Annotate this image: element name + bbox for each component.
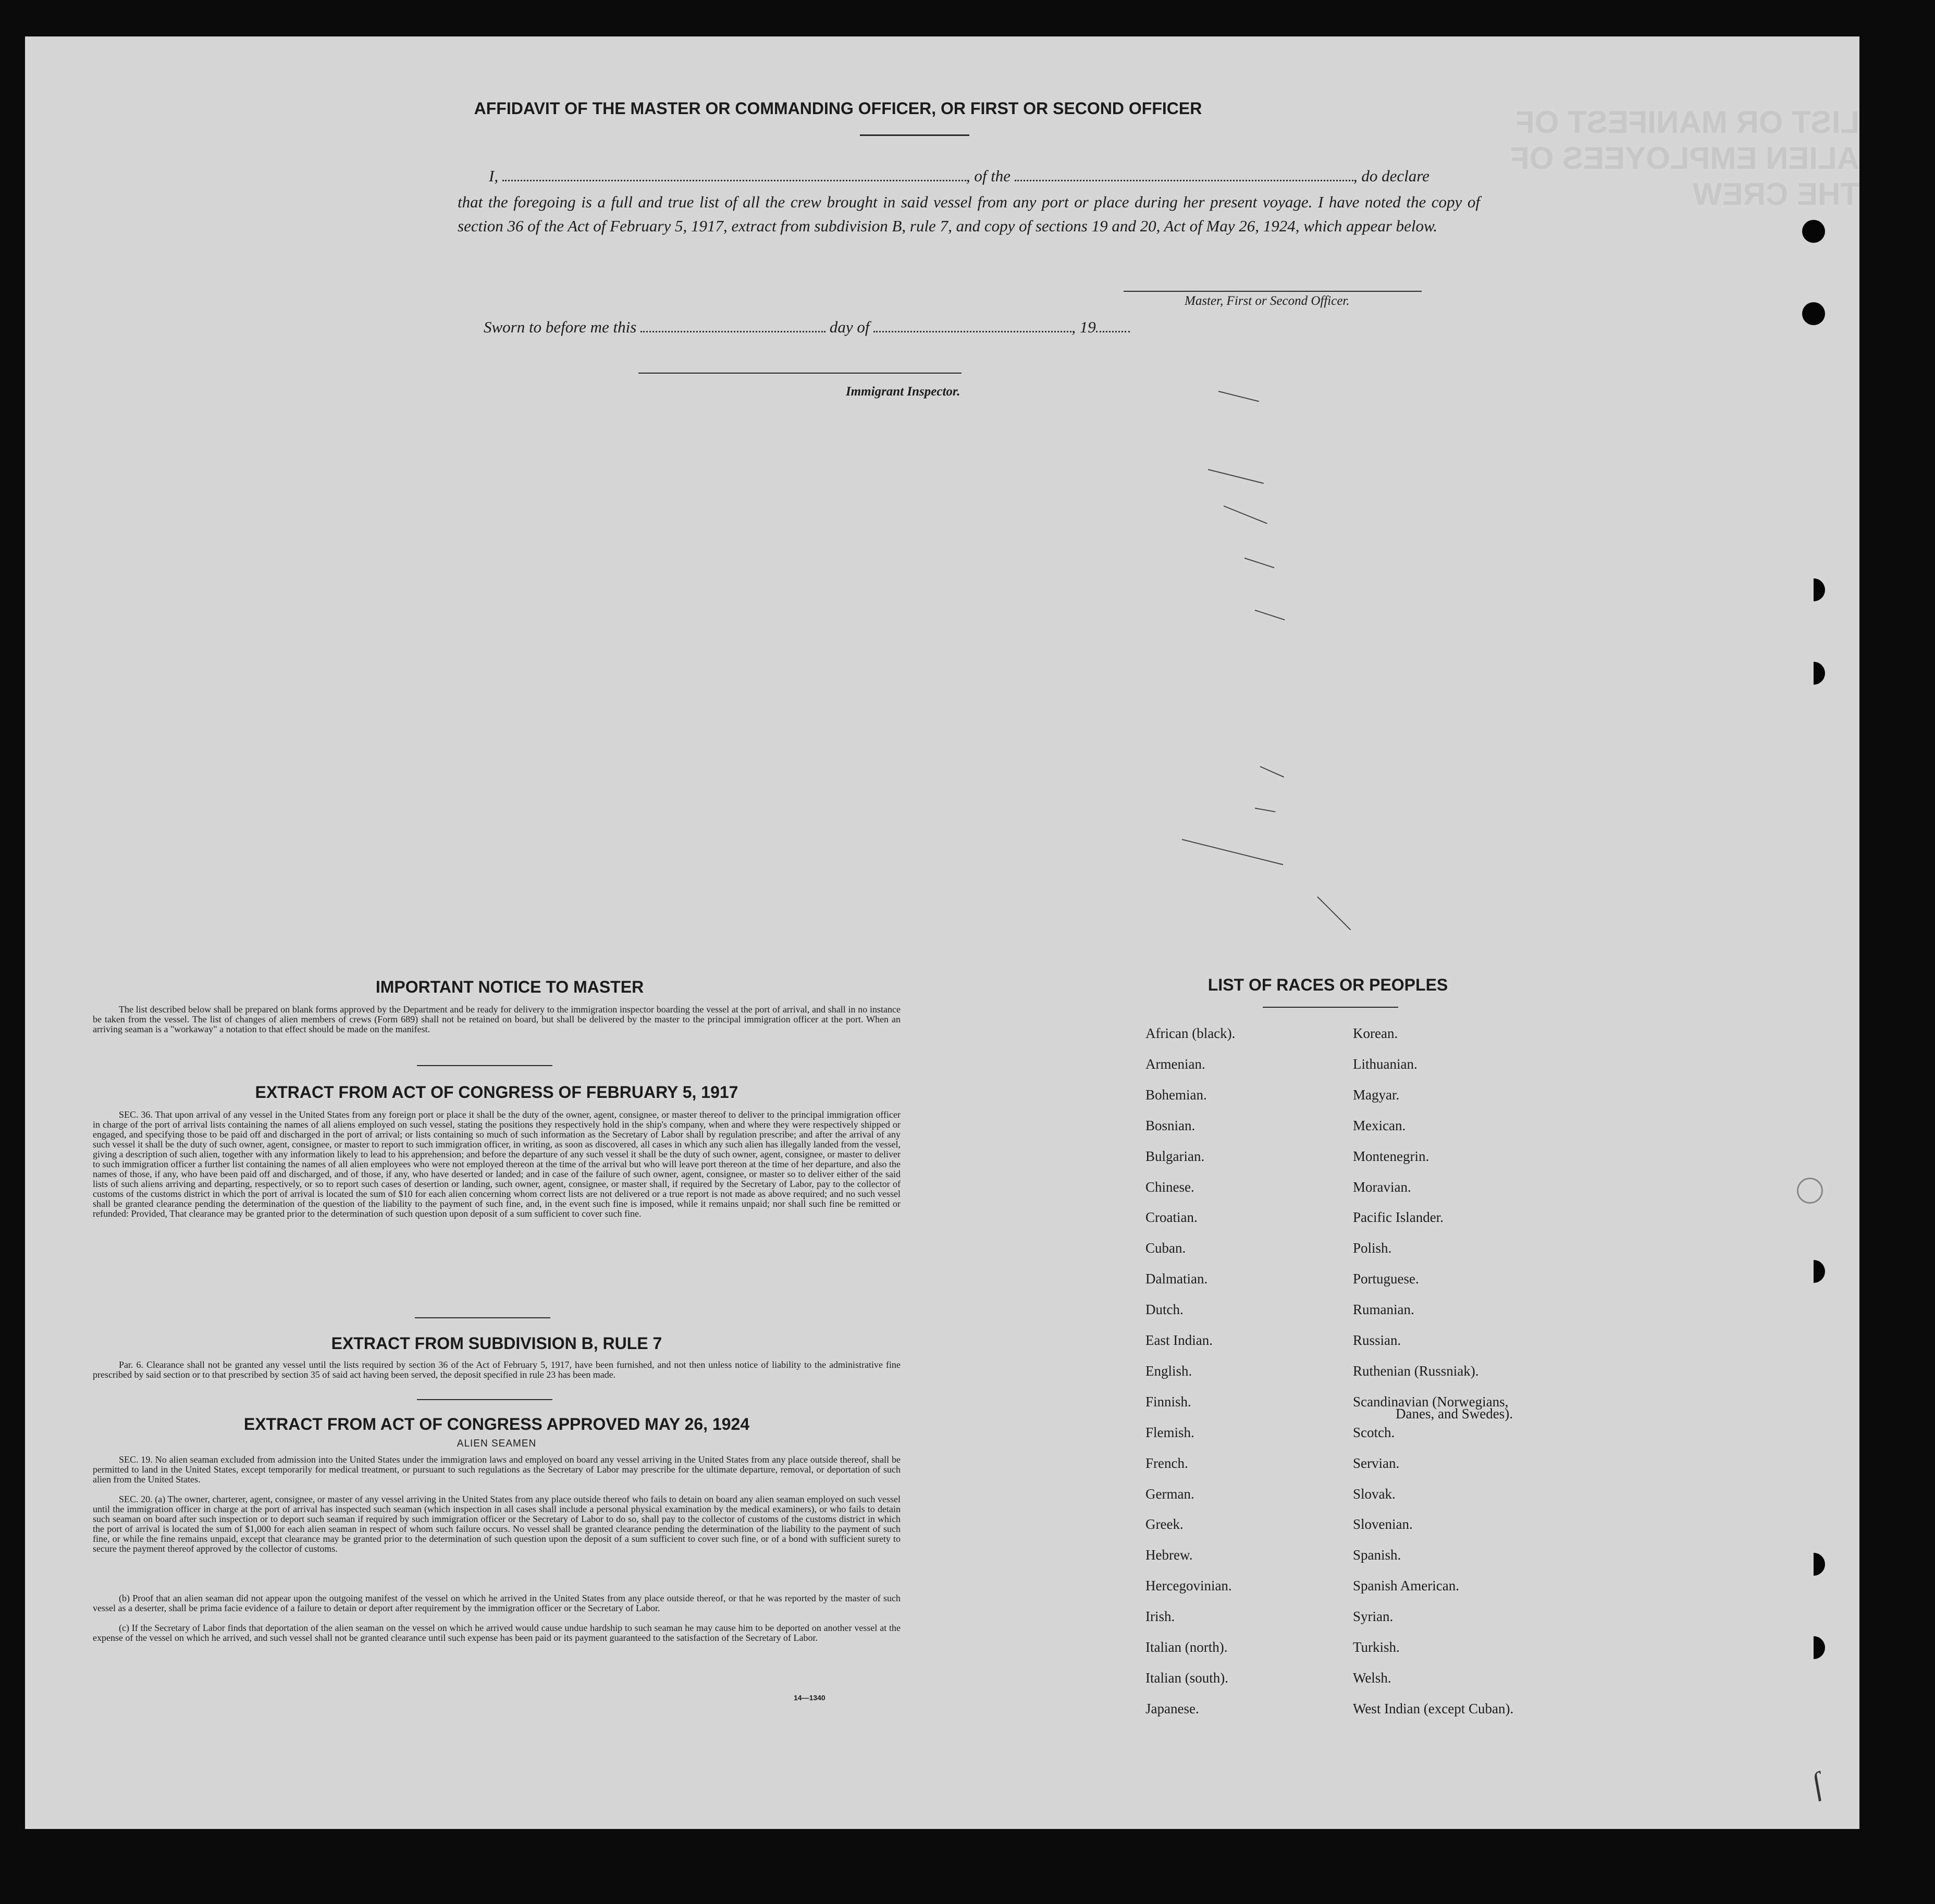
sworn-month-blank[interactable] xyxy=(873,331,1071,332)
inspector-label: Immigrant Inspector. xyxy=(846,385,960,399)
punch-hole xyxy=(1802,1553,1825,1576)
race-item: East Indian. xyxy=(1145,1332,1213,1348)
race-item: Scotch. xyxy=(1353,1424,1395,1440)
affidavit-title: AFFIDAVIT OF THE MASTER OR COMMANDING OFFICER, OR FIRST OR SECOND OFFICER xyxy=(474,99,1202,118)
affidavit-declaration-line xyxy=(458,167,1480,186)
race-item: Flemish. xyxy=(1145,1424,1194,1440)
race-item: Spanish American. xyxy=(1353,1578,1459,1594)
extract-1924-sec20c: (c) If the Secretary of Labor finds that deportation of the alien seaman on the vessel on which he arrived would cause undue hardship to such seaman he may cause him to be deported on another vessel at the expense of the vessel on which he arrived, and such vessel shall not be granted clearance until such expense has been paid or its payment guaranteed to the satisfaction of the Secretary of Labor. xyxy=(93,1623,901,1643)
inspector-signature-line[interactable] xyxy=(638,373,962,374)
sworn-year-blank[interactable] xyxy=(1096,331,1130,332)
punch-hole xyxy=(1802,1636,1825,1659)
pen-tick xyxy=(1317,896,1351,930)
pen-tick xyxy=(1244,558,1275,568)
sworn-date-blank[interactable] xyxy=(640,331,825,332)
race-item: Hercegovinian. xyxy=(1145,1578,1232,1594)
race-item: Russian. xyxy=(1353,1332,1401,1348)
pen-tick xyxy=(1255,610,1285,620)
race-item: English. xyxy=(1145,1363,1192,1379)
sworn-label: Sworn to before me this xyxy=(484,318,637,336)
race-item: Rumanian. xyxy=(1353,1302,1414,1318)
notice-title: IMPORTANT NOTICE TO MASTER xyxy=(375,978,644,996)
race-item: Chinese. xyxy=(1145,1179,1194,1195)
race-item: Irish. xyxy=(1145,1609,1175,1625)
year-label: , 19 xyxy=(1071,318,1096,336)
race-item: Italian (north). xyxy=(1145,1639,1228,1655)
race-item: Syrian. xyxy=(1353,1609,1394,1625)
name-blank[interactable] xyxy=(502,180,966,181)
extract-1924-sec19: SEC. 19. No alien seaman excluded from admission into the United States under the immigration laws and employed on board any vessel arriving in the United States from any place outside thereof, shall be permitted to land in the United States, except temporarily for medical treatment, or pursuant to such regulations as the Secretary of Labor may prescribe for the ultimate departure, removal, or deportation of such alien from the United States. xyxy=(93,1454,901,1485)
race-item: Lithuanian. xyxy=(1353,1056,1418,1072)
race-item: Bulgarian. xyxy=(1145,1148,1205,1164)
punch-hole xyxy=(1802,1260,1825,1283)
extract-1924-title: EXTRACT FROM ACT OF CONGRESS APPROVED MAY 26, 1924 xyxy=(243,1415,750,1433)
day-of-label: day of xyxy=(829,318,870,336)
race-item: Moravian. xyxy=(1353,1179,1411,1195)
punch-hole xyxy=(1802,578,1825,601)
race-item: Servian. xyxy=(1353,1455,1400,1471)
races-title-rule xyxy=(1263,1007,1398,1008)
punch-hole xyxy=(1802,662,1825,685)
pen-tick xyxy=(1182,839,1284,865)
race-item: Spanish. xyxy=(1353,1547,1401,1563)
race-scandinavian-continued: Danes, and Swedes). xyxy=(1396,1406,1513,1421)
race-item: Bosnian. xyxy=(1145,1117,1195,1133)
section-rule xyxy=(415,1317,550,1318)
affidavit-title-rule xyxy=(860,134,969,136)
section-rule xyxy=(417,1399,552,1400)
punch-hole xyxy=(1802,220,1825,243)
race-item: African (black). xyxy=(1145,1025,1236,1041)
race-item: German. xyxy=(1145,1486,1194,1502)
race-item: Croatian. xyxy=(1145,1209,1198,1226)
pen-tick xyxy=(1224,505,1267,524)
race-item: Cuban. xyxy=(1145,1240,1186,1256)
bleed-through-text: LIST OR MANIFEST OF ALIEN EMPLOYEES OF THE CREW xyxy=(1510,105,1859,212)
extract-1924-sec20b: (b) Proof that an alien seaman did not appear upon the outgoing manifest of the vessel on which he arrived in the United States from any place outside thereof, or that he was reported by the master of such vessel as a deserter, shall be prima facie evidence of a failure to detain or deport after requirement by the immigration officer or the Secretary of Labor. xyxy=(93,1593,901,1613)
extract-rule7-text: Par. 6. Clearance shall not be granted any vessel until the lists required by section 36 of the Act of February 5, 1917, have been furnished, and not then unless notice of liability to the administrative fine prescribed by said section or to that prescribed by section 35 of said act having been served, the deposit specified in rule 23 has been made. xyxy=(93,1359,901,1380)
extract-1917-text: SEC. 36. That upon arrival of any vessel in the United States from any foreign port or place it shall be the duty of the owner, agent, consignee, or master thereof to deliver to the principal immigration officer in charge of the port of arrival lists containing the names of all aliens employed on such vessel, stating the positions they respectively hold in the ship's company, when and where they were respectively shipped or engaged, and specifying those to be paid off and discharged in the port of arrival; or lists containing so much of such information as the Secretary of Labor shall by regulation prescribe; and after the arrival of any such vessel it shall be the duty of such owner, agent, consignee, or master to report to such immigration officer, in writing, as soon as discovered, all cases in which any such alien has illegally landed from the vessel, giving a description of such alien, together with any information likely to lead to his apprehension; and before the departure of any such vessel it shall be the duty of such owner, agent, consignee, or master to deliver to such immigration officer a further list containing the names of all alien employees who were not employed thereon at the time of the arrival but who will leave port thereon at the time of her departure, and also the names of those, if any, who have been paid off and discharged, and of those, if any, who have deserted or landed; and in case of the failure of such owner, agent, consignee, or master so to deliver either of the said lists of such aliens arriving and departing, respectively, or so to report such cases of desertion or landing, such owner, agent, consignee, or master shall, if required by the Secretary of Labor, pay to the collector of customs of the customs district in which the port of arrival is located the sum of $10 for each alien concerning whom correct lists are not delivered or a true report is not made as above required; and no such vessel shall be granted clearance pending the determination of the question of the liability to the payment of such fine, and, in the event such fine is imposed, while it remains unpaid; nor shall such fine be remitted or refunded: Provided, That clearance may be granted prior to the determination of such question upon deposit of a sum sufficient to cover such fine. xyxy=(93,1109,901,1219)
extract-1924-sec20a: SEC. 20. (a) The owner, charterer, agent, consignee, or master of any vessel arriving in the United States from any place outside thereof who fails to detain on board any alien seaman employed on such vessel until the immigration officer in charge at the port of arrival has inspected such seaman (which inspection in all cases shall include a personal physical examination by the medical examiners), or who fails to detain such seaman on board after such inspection or to deport such seaman if required by such immigration officer or the Secretary of Labor to do so, shall pay to the collector of customs of the customs district in which the port of arrival is located the sum of $1,000 for each alien seaman in respect of whom such failure occurs. No vessel shall be granted clearance pending the determination of the liability to the payment of such fine, or while the fine remains unpaid, except that clearance may be granted prior to the determination of such question upon the deposit of a sum sufficient to cover such fine, or of a bond with sufficient surety to secure the payment thereof approved by the collector of customs. xyxy=(93,1494,901,1554)
master-signature-label: Master, First or Second Officer. xyxy=(1185,294,1350,308)
extract-rule7-title: EXTRACT FROM SUBDIVISION B, RULE 7 xyxy=(331,1334,662,1353)
race-item: Italian (south). xyxy=(1145,1670,1228,1686)
race-item: Dalmatian. xyxy=(1145,1271,1208,1287)
race-item: Greek. xyxy=(1145,1516,1184,1532)
pen-tick xyxy=(1260,766,1284,777)
notice-text: The list described below shall be prepared on blank forms approved by the Department and be ready for delivery to the immigration inspector boarding the vessel at the port of arrival, and shall in no instance be taken from the vessel. The list of changes of alien members of crews (Form 689) shall not be retained on board, but shall be delivered by the master to the principal immigration officer at the port. When an arriving seaman is a "workaway" a notation to that effect should be made on the manifest. xyxy=(93,1004,901,1034)
race-item: Scandinavian (Norwegians, xyxy=(1353,1393,1509,1410)
document-page xyxy=(25,36,1859,1829)
pen-tick xyxy=(1208,469,1264,484)
race-item: Montenegrin. xyxy=(1353,1148,1429,1164)
race-item: Slovak. xyxy=(1353,1486,1396,1502)
affidavit-i-label: I, xyxy=(489,167,499,185)
vessel-blank[interactable] xyxy=(1015,180,1353,181)
race-item: Hebrew. xyxy=(1145,1547,1193,1563)
race-item: Pacific Islander. xyxy=(1353,1209,1444,1226)
pen-tick xyxy=(1218,391,1259,402)
race-item: Slovenian. xyxy=(1353,1516,1413,1532)
extract-1917-title: EXTRACT FROM ACT OF CONGRESS OF FEBRUARY 5, 1917 xyxy=(255,1083,738,1102)
race-item: Welsh. xyxy=(1353,1670,1391,1686)
race-item: Bohemian. xyxy=(1145,1086,1207,1103)
corner-pencil-mark: ſ xyxy=(1807,1766,1827,1802)
race-item: Mexican. xyxy=(1353,1117,1406,1133)
race-item: Korean. xyxy=(1353,1025,1398,1041)
race-item: Ruthenian (Russniak). xyxy=(1353,1363,1479,1379)
race-item: Turkish. xyxy=(1353,1639,1400,1655)
pen-tick xyxy=(1255,808,1276,812)
section-rule xyxy=(417,1065,552,1066)
form-number: 14—1340 xyxy=(794,1693,825,1702)
race-item: Magyar. xyxy=(1353,1086,1400,1103)
race-item: Armenian. xyxy=(1145,1056,1205,1072)
extract-1924-subtitle: ALIEN SEAMEN xyxy=(457,1438,537,1449)
affidavit-of-the-label: , of the xyxy=(966,167,1011,185)
race-item: Finnish. xyxy=(1145,1393,1191,1410)
punch-hole xyxy=(1802,302,1825,325)
race-item: Polish. xyxy=(1353,1240,1392,1256)
affidavit-body: that the foregoing is a full and true list of all the crew brought in said vessel from any port or place during her present voyage. I have noted the copy of section 36 of the Act of February 5, 1917, extract from subdivision B, rule 7, and copy of sections 19 and 20, Act of May 26, 1924, which appear below. xyxy=(458,193,1480,235)
race-item: Portuguese. xyxy=(1353,1271,1419,1287)
race-item: Japanese. xyxy=(1145,1700,1199,1716)
affidavit-do-declare-label: , do declare xyxy=(1353,167,1429,185)
races-title: LIST OF RACES OR PEOPLES xyxy=(1207,975,1448,994)
punch-hole-ring xyxy=(1797,1178,1823,1204)
sworn-line xyxy=(484,318,1130,337)
race-item: Dutch. xyxy=(1145,1302,1184,1318)
race-item: West Indian (except Cuban). xyxy=(1353,1700,1514,1716)
race-item: French. xyxy=(1145,1455,1188,1471)
master-signature-line[interactable] xyxy=(1124,291,1422,292)
